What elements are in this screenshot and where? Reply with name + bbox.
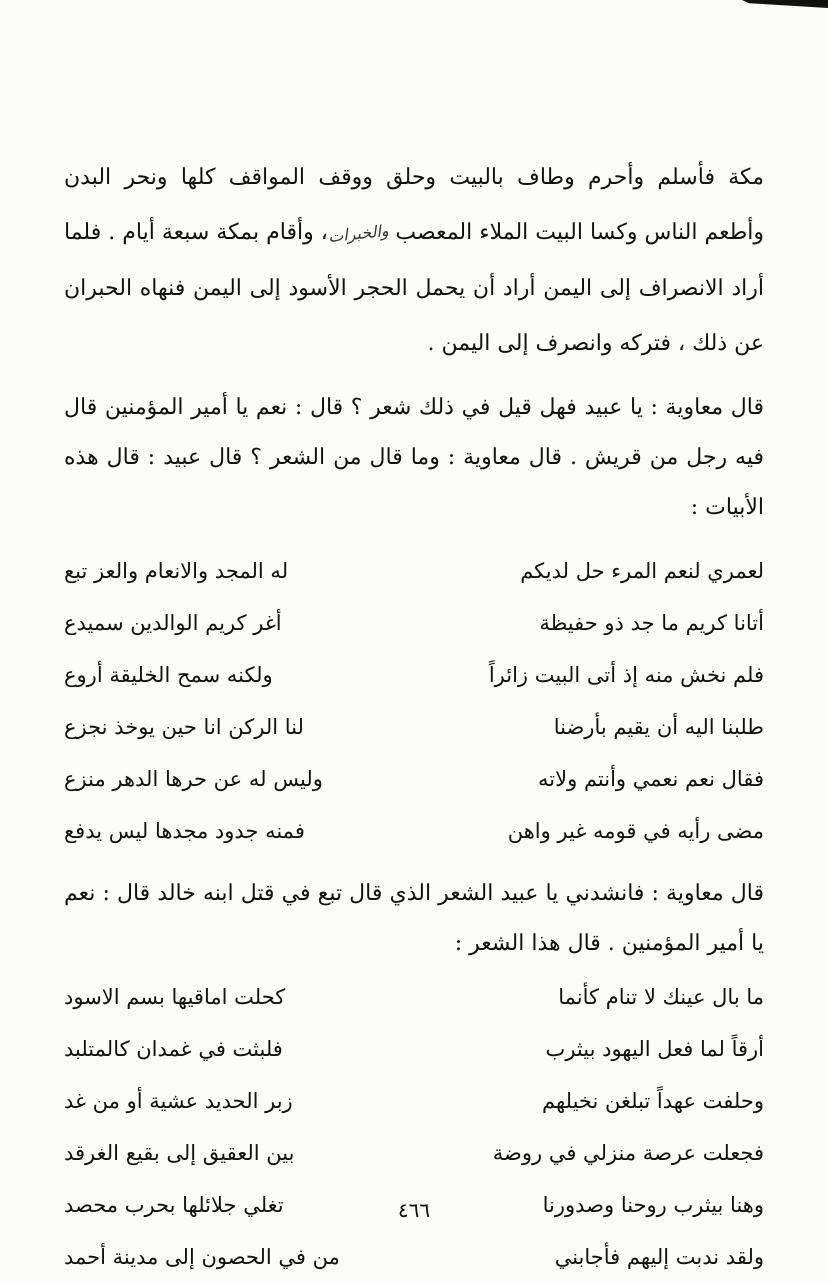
paragraph-3-text: قال معاوية : فانشدني يا عبيد الشعر الذي قال تبع في قتل ابنه خالد قال : نعم يا أمير المؤمنين . قال هذا الشعر :: [64, 881, 764, 956]
dialogue-paragraph: [64, 383, 764, 533]
verse-second-hemistich: كحلت اماقيها بسم الاسود: [64, 985, 286, 1009]
verse-second-hemistich: وليس له عن حرها الدهر منزع: [64, 767, 323, 791]
page-number: ٤٦٦: [397, 1198, 431, 1222]
verse-first-hemistich: مضى رأيه في قومه غير واهن: [507, 819, 764, 843]
verse-first-hemistich: فجعلت عرصة منزلي في روضة: [492, 1141, 764, 1165]
verse-first-hemistich: أتانا كريم ما جد ذو حفيظة: [539, 611, 764, 635]
paragraph-1-rest: ، وأقام بمكة سبعة أيام . فلما أراد الانصراف إلى اليمن أراد أن يحمل الحجر الأسود إلى اليمن فنهاه الحبران عن ذلك ، فتركه وانصرف إلى اليمن .: [64, 220, 764, 356]
scan-edge-mark: [742, 0, 828, 8]
verse-first-hemistich: فلم نخش منه إذ أتى البيت زائراً: [488, 663, 764, 687]
verse-first-hemistich: لعمري لنعم المرء حل لديكم: [520, 559, 764, 583]
verse-second-hemistich: أغر كريم الوالدين سميدع: [64, 611, 282, 635]
paragraph-2-text: قال معاوية : يا عبيد فهل قيل في ذلك شعر ؟ قال : نعم يا أمير المؤمنين قال فيه رجل من قريش . قال معاوية : وما قال من الشعر ؟ قال عبيد : قال هذه الأبيات :: [64, 395, 764, 520]
verse-second-hemistich: زبر الحديد عشية أو من غد: [64, 1089, 293, 1113]
paragraph-1-text: مكة فأسلم وأحرم وطاف بالبيت وحلق ووقف المواقف كلها ونحر البدن وأطعم الناس وكسا البيت الملاء المعصب: [64, 165, 764, 245]
verse-second-hemistich: فلبثت في غمدان كالمتلبد: [64, 1037, 283, 1061]
verse-second-hemistich: من في الحصون إلى مدينة أحمد: [64, 1245, 340, 1269]
verse-second-hemistich: ولكنه سمح الخليقة أروع: [64, 663, 273, 687]
verse-first-hemistich: وحلفت عهداً تبلغن نخيلهم: [541, 1089, 764, 1113]
verse-second-hemistich: بين العقيق إلى بقيع الغرقد: [64, 1141, 295, 1165]
verse-second-hemistich: تغلي جلائلها بحرب محصد: [64, 1193, 284, 1217]
narrative-paragraph: [64, 150, 764, 371]
verse-first-hemistich: ولقد ندبت إليهم فأجابني: [554, 1245, 764, 1269]
handwritten-margin-note: والخبرات: [327, 220, 390, 247]
verse-first-hemistich: أرقاً لما فعل اليهود بيثرب: [545, 1037, 764, 1061]
verse-first-hemistich: ما بال عينك لا تنام كأنما: [558, 985, 764, 1009]
dialogue-paragraph: [64, 869, 764, 969]
verse-first-hemistich: وهنا بيثرب روحنا وصدورنا: [542, 1193, 764, 1217]
verse-second-hemistich: له المجد والانعام والعز تبع: [64, 559, 289, 583]
paragraph-text: [64, 150, 764, 371]
poem-first: [64, 545, 764, 857]
verse-first-hemistich: طلبنا اليه أن يقيم بأرضنا: [553, 715, 764, 739]
verse-second-hemistich: فمنه جدود مجدها ليس يدفع: [64, 819, 305, 843]
verse-second-hemistich: لنا الركن انا حين يوخذ نجزع: [64, 715, 304, 739]
verse-first-hemistich: فقال نعم نعمي وأنتم ولاته: [538, 767, 764, 791]
poem-second: [64, 971, 764, 1283]
book-page: [64, 150, 764, 1283]
